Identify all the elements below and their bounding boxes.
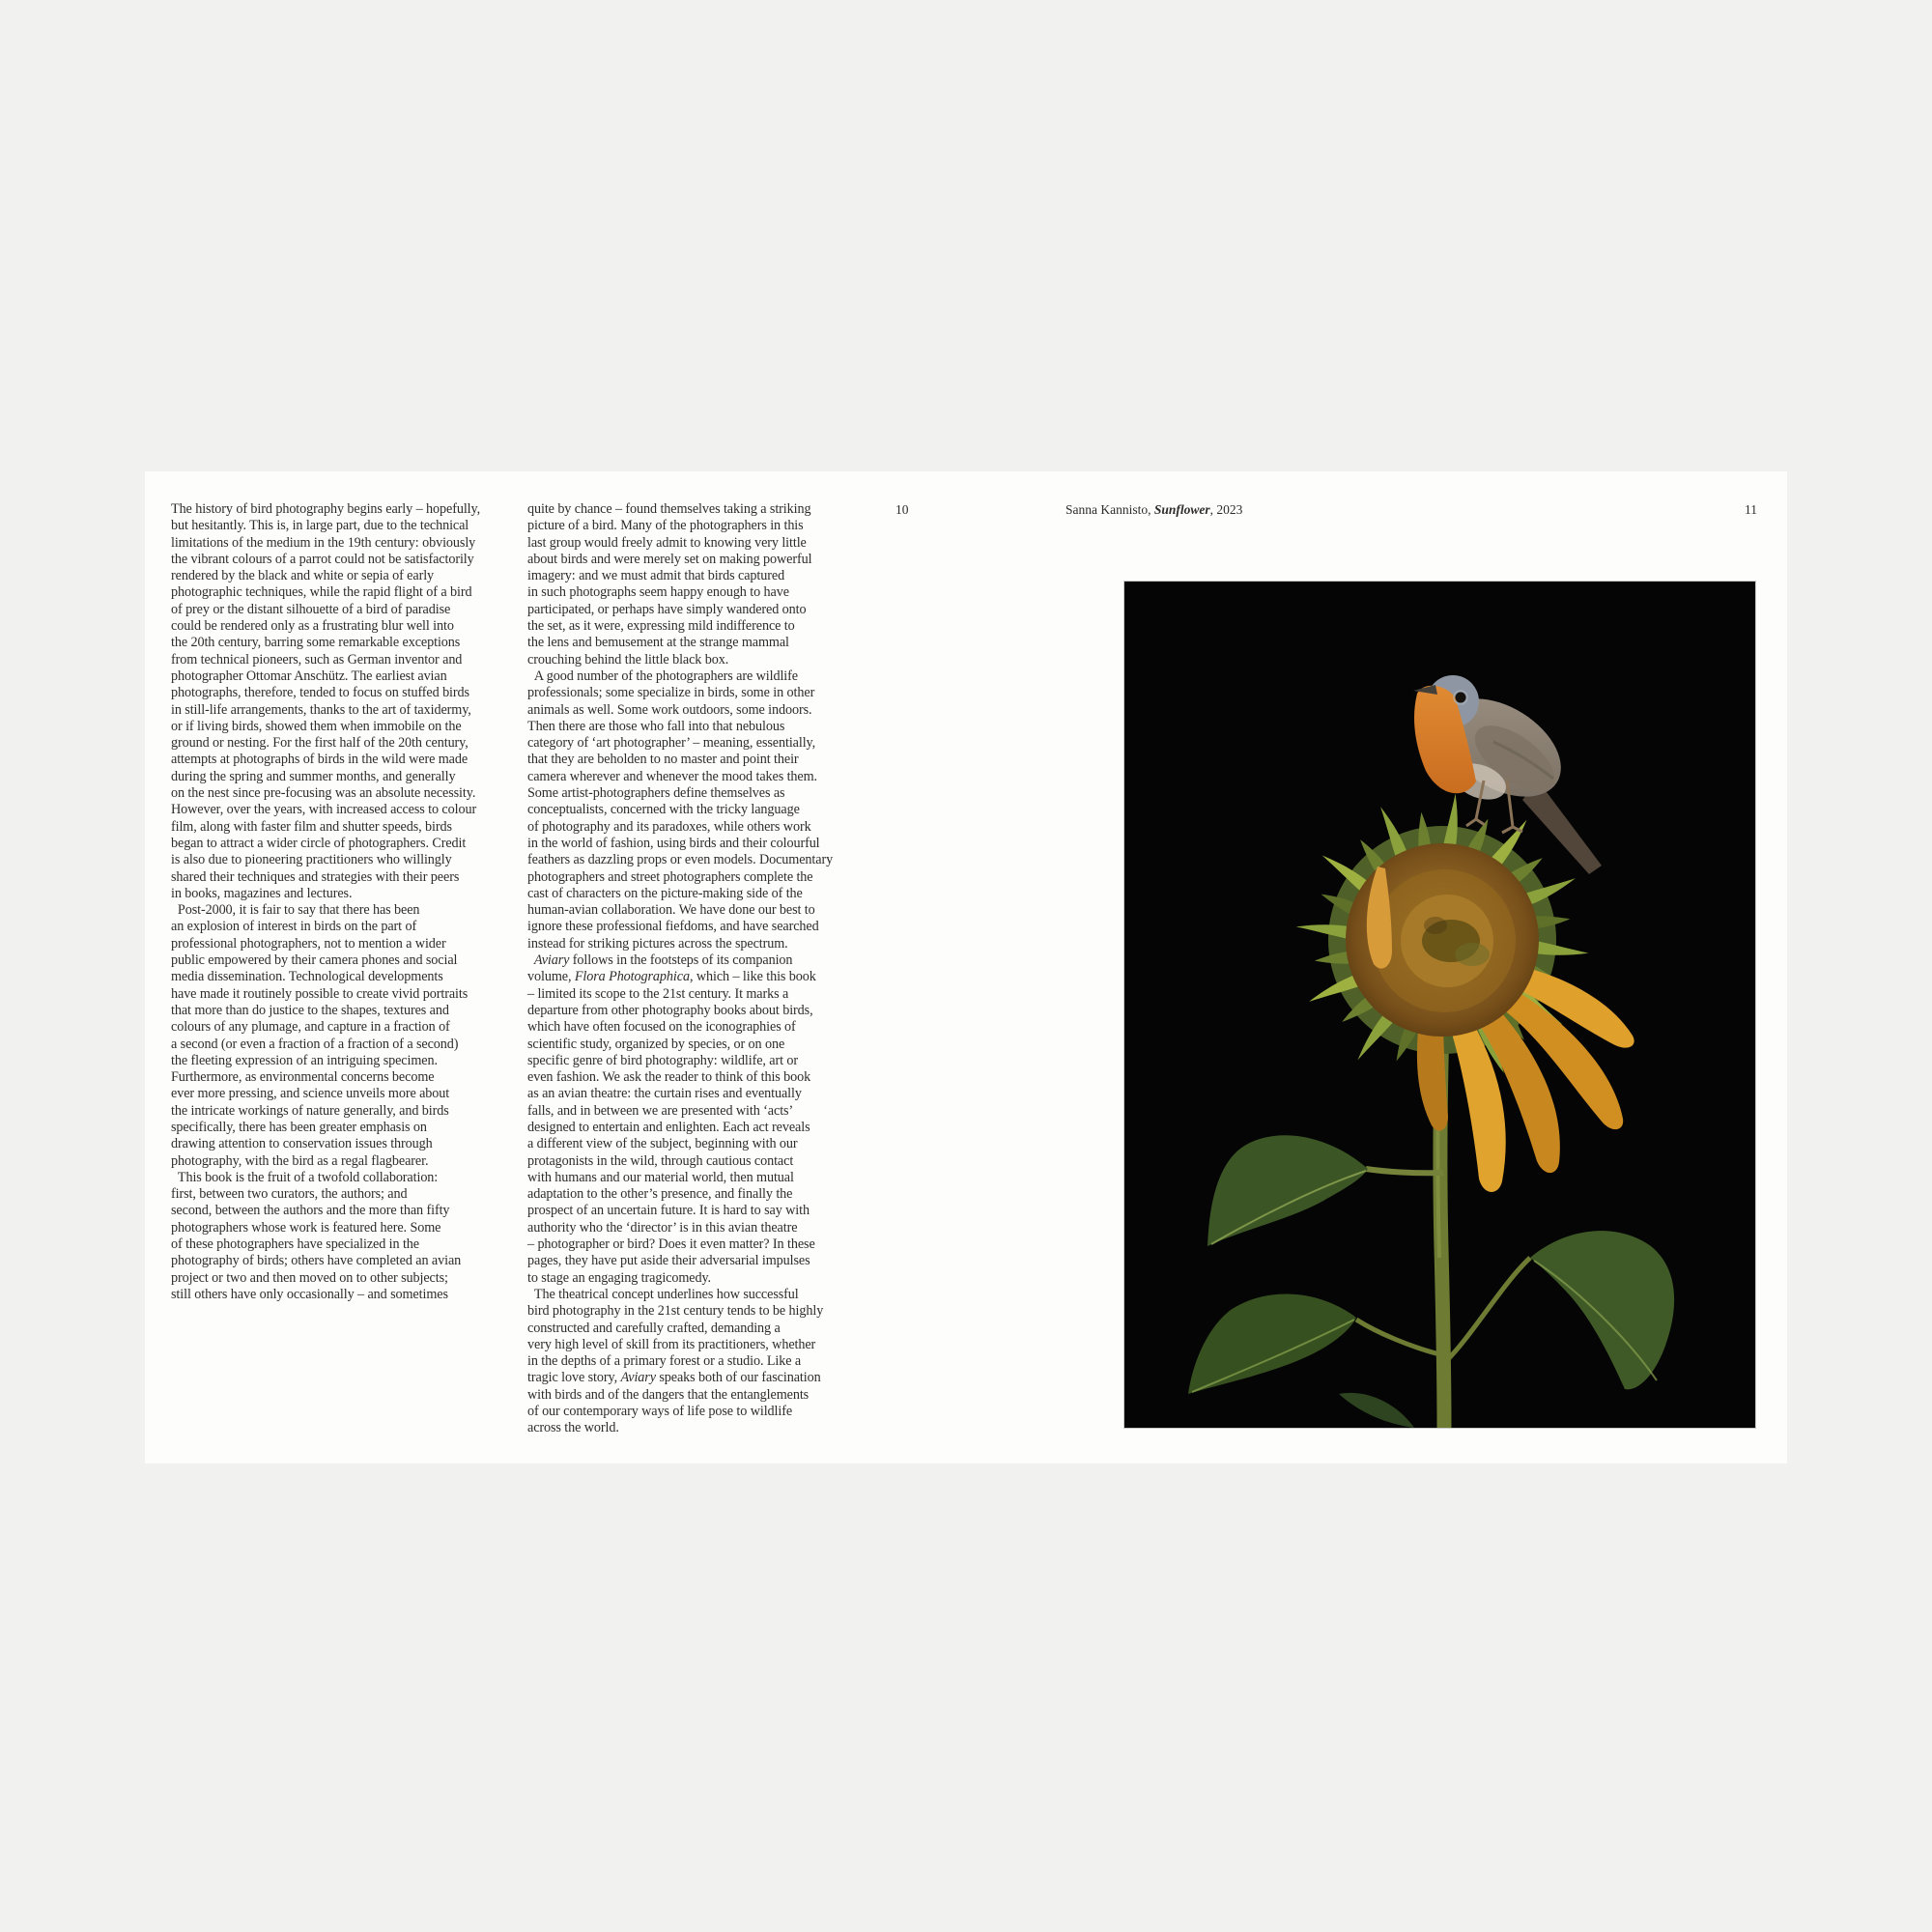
text-line: a second (or even a fraction of a fraction of a second): [171, 1036, 459, 1052]
text-line: began to attract a wider circle of photographers. Credit: [171, 835, 467, 851]
text-line: of photography and its paradoxes, while others work: [527, 818, 811, 835]
text-line: on the nest since pre-focusing was an absolute necessity.: [171, 785, 476, 802]
text-line: the set, as it were, expressing mild indifference to: [527, 618, 795, 635]
text-line: with birds and of the dangers that the entanglements: [527, 1386, 810, 1403]
text-line: film, along with faster film and shutter speeds, birds: [171, 818, 452, 835]
text-line: during the spring and summer months, and generally: [171, 768, 456, 784]
text-line: departure from other photography books about birds,: [527, 1002, 813, 1018]
text-line: which have often focused on the iconographies of: [527, 1019, 796, 1036]
book-page-spread: [145, 471, 1787, 1463]
text-line: human-avian collaboration. We have done our best to: [527, 902, 815, 919]
text-line: photographic techniques, while the rapid flight of a bird: [171, 584, 472, 601]
text-line: cast of characters on the picture-making side of the: [527, 885, 803, 901]
text-line: as an avian theatre: the curtain rises and eventually: [527, 1086, 802, 1102]
text-line: authority who the ‘director’ is in this avian theatre: [527, 1219, 798, 1236]
text-line: first, between two curators, the authors; and: [171, 1186, 408, 1203]
text-line: photography of birds; others have completed an avian: [171, 1253, 462, 1269]
text-line: Some artist-photographers define themselves as: [527, 785, 785, 802]
text-line: could be rendered only as a frustrating blur well into: [171, 618, 454, 635]
robin-eye: [1456, 693, 1466, 703]
text-line: A good number of the photographers are wildlife: [527, 668, 798, 684]
page-number-left: 10: [895, 502, 909, 517]
text-line: have made it routinely possible to create vivid portraits: [171, 985, 469, 1002]
text-line: second, between the authors and the more than fifty: [171, 1203, 450, 1219]
text-line: a different view of the subject, beginning with our: [527, 1136, 798, 1152]
body-text-column-right: [527, 501, 887, 1437]
text-line: the lens and bemusement at the strange mammal: [527, 635, 789, 651]
text-line: photography, with the bird as a regal flagbearer.: [171, 1152, 429, 1169]
text-line: photographer Ottomar Anschütz. The earliest avian: [171, 668, 447, 684]
text-line: Then there are those who fall into that nebulous: [527, 718, 785, 734]
text-line: shared their techniques and strategies with their peers: [171, 868, 460, 885]
photo-caption: Sanna Kannisto, Sunflower, 2023: [1065, 502, 1243, 517]
text-line: conceptualists, concerned with the tricky language: [527, 802, 800, 818]
text-line: attempts at photographs of birds in the wild were made: [171, 752, 469, 768]
text-line: is also due to pioneering practitioners who willingly: [171, 852, 452, 868]
text-line: project or two and then moved on to other subjects;: [171, 1269, 448, 1286]
text-line: crouching behind the little black box.: [527, 651, 729, 668]
text-line: volume, Flora Photographica, which – like this book: [527, 969, 816, 985]
text-line: an explosion of interest in birds on the part of: [171, 919, 417, 935]
text-line: professional photographers, not to mention a wider: [171, 935, 446, 952]
sunflower-robin-photo: [1124, 582, 1755, 1428]
text-line: in such photographs seem happy enough to have: [527, 584, 789, 601]
photo-plate: [1124, 582, 1755, 1428]
text-line: to stage an engaging tragicomedy.: [527, 1269, 712, 1286]
text-line: Furthermore, as environmental concerns become: [171, 1069, 435, 1086]
text-line: ignore these professional fiefdoms, and have searched: [527, 919, 819, 935]
body-text-column-left: [171, 501, 530, 1303]
text-line: in still-life arrangements, thanks to the art of taxidermy,: [171, 701, 471, 718]
text-line: imagery: and we must admit that birds captured: [527, 568, 785, 584]
text-line: of these photographers have specialized in the: [171, 1236, 419, 1253]
text-line: bird photography in the 21st century tends to be highly: [527, 1303, 824, 1320]
text-line: ground or nesting. For the first half of the 20th century,: [171, 735, 469, 752]
text-line: rendered by the black and white or sepia of early: [171, 568, 435, 584]
text-line: – limited its scope to the 21st century. It marks a: [527, 985, 789, 1002]
text-line: The history of bird photography begins early – hopefully,: [171, 501, 481, 517]
text-line: specifically, there has been greater emphasis on: [171, 1119, 427, 1135]
text-line: the fleeting expression of an intriguing specimen.: [171, 1052, 438, 1068]
text-line: that they are beholden to no master and point their: [527, 752, 799, 768]
text-line: still others have only occasionally – and sometimes: [171, 1286, 448, 1302]
text-line: scientific study, organized by species, or on one: [527, 1036, 785, 1052]
text-line: media dissemination. Technological developments: [171, 969, 443, 985]
text-line: limitations of the medium in the 19th century: obviously: [171, 534, 476, 551]
text-line: in the world of fashion, using birds and their colourful: [527, 835, 820, 851]
text-line: feathers as dazzling props or even models. Documentary: [527, 852, 834, 868]
text-line: quite by chance – found themselves taking a striking: [527, 501, 811, 517]
text-line: in books, magazines and lectures.: [171, 885, 353, 901]
text-line: – photographer or bird? Does it even matter? In these: [527, 1236, 815, 1253]
text-line: specific genre of bird photography: wildlife, art or: [527, 1052, 799, 1068]
text-line: professionals; some specialize in birds, some in other: [527, 685, 815, 701]
text-line: public empowered by their camera phones and social: [171, 952, 458, 969]
text-line: picture of a bird. Many of the photographers in this: [527, 518, 804, 534]
text-line: colours of any plumage, and capture in a fraction of: [171, 1019, 450, 1036]
text-line: even fashion. We ask the reader to think of this book: [527, 1069, 811, 1086]
text-line: the intricate workings of nature generally, and birds: [171, 1102, 449, 1119]
page-number-right: 11: [1745, 502, 1757, 517]
text-line: last group would freely admit to knowing very little: [527, 534, 807, 551]
text-line: photographs, therefore, tended to focus on stuffed birds: [171, 685, 469, 701]
text-line: the 20th century, barring some remarkable exceptions: [171, 635, 461, 651]
text-line: of our contemporary ways of life pose to wildlife: [527, 1404, 793, 1420]
text-line: instead for striking pictures across the spectrum.: [527, 935, 788, 952]
text-line: participated, or perhaps have simply wandered onto: [527, 601, 807, 617]
text-line: photographers and street photographers complete the: [527, 868, 813, 885]
text-line: constructed and carefully crafted, demanding a: [527, 1320, 781, 1336]
text-line: pages, they have put aside their adversarial impulses: [527, 1253, 810, 1269]
text-line: very high level of skill from its practitioners, whether: [527, 1336, 816, 1352]
text-line: Aviary follows in the footsteps of its companion: [533, 952, 793, 969]
text-line: The theatrical concept underlines how successful: [527, 1286, 799, 1302]
text-line: protagonists in the wild, through cautious contact: [527, 1152, 794, 1169]
text-line: the vibrant colours of a parrot could not be satisfactorily: [171, 551, 474, 567]
text-line: This book is the fruit of a twofold collaboration:: [171, 1169, 439, 1185]
text-line: ever more pressing, and science unveils more about: [171, 1086, 450, 1102]
text-line: Post-2000, it is fair to say that there has been: [171, 902, 420, 919]
text-line: photographers whose work is featured here. Some: [171, 1219, 441, 1236]
text-line: about birds and were merely set on making powerful: [527, 551, 812, 567]
text-line: camera wherever and whenever the mood takes them.: [527, 768, 817, 784]
text-line: drawing attention to conservation issues through: [171, 1136, 433, 1152]
text-line: category of ‘art photographer’ – meaning, essentially,: [527, 735, 816, 752]
text-line: falls, and in between we are presented with ‘acts’: [527, 1102, 794, 1119]
text-line: prospect of an uncertain future. It is hard to say with: [527, 1203, 810, 1219]
text-line: that more than do justice to the shapes, textures and: [171, 1002, 449, 1018]
text-line: designed to entertain and enlighten. Each act reveals: [527, 1119, 810, 1135]
text-line: However, over the years, with increased access to colour: [171, 802, 477, 818]
text-line: but hesitantly. This is, in large part, due to the technical: [171, 518, 469, 534]
text-line: from technical pioneers, such as German inventor and: [171, 651, 463, 668]
text-line: adaptation to the other’s presence, and finally the: [527, 1186, 793, 1203]
text-line: in the depths of a primary forest or a studio. Like a: [527, 1353, 802, 1370]
text-line: across the world.: [527, 1420, 619, 1436]
text-line: or if living birds, showed them when immobile on the: [171, 718, 462, 734]
text-line: of prey or the distant silhouette of a bird of paradise: [171, 601, 451, 617]
text-line: tragic love story, Aviary speaks both of our fascination: [527, 1370, 821, 1386]
text-line: with humans and our material world, then mutual: [527, 1169, 794, 1185]
text-line: animals as well. Some work outdoors, some indoors.: [527, 701, 812, 718]
